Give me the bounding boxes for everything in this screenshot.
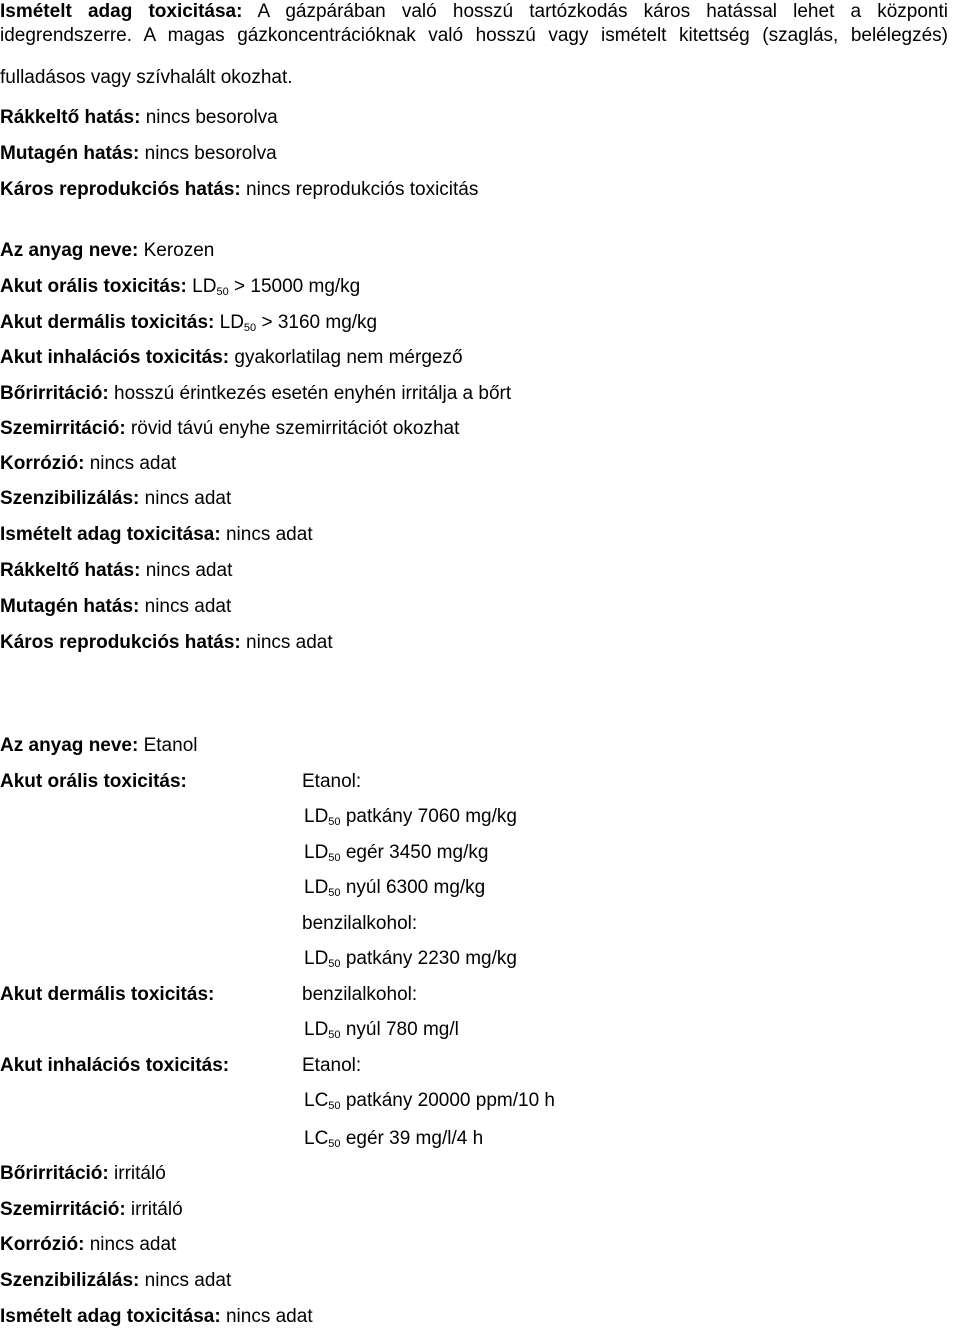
kerozen-line-4-value: nincs adat: [139, 488, 232, 509]
top-line-1-value: nincs besorolva: [139, 143, 277, 164]
kerozen-line-1: [0, 383, 511, 405]
etanol-name-value: Etanol: [138, 735, 198, 756]
dose-text: egér 39 mg/l/4 h: [340, 1128, 484, 1149]
etanol-dermal-substance-0: benzilalkohol:: [302, 984, 418, 1005]
etanol-line-4-label: Ismételt adag toxicitása:: [0, 1306, 221, 1327]
kerozen-line-0-label: Akut inhalációs toxicitás:: [0, 347, 230, 368]
kerozen-line-8-label: Káros reprodukciós hatás:: [0, 632, 241, 653]
etanol-inhal-value-2: [304, 1128, 483, 1150]
etanol-line-0-label: Bőrirritáció:: [0, 1163, 109, 1184]
kerozen-line-8-value: nincs adat: [240, 632, 333, 653]
dose-prefix: LD: [304, 842, 329, 863]
etanol-oral-substance-4: benzilalkohol:: [302, 913, 418, 934]
kerozen-line-7-value: nincs adat: [139, 596, 232, 617]
etanol-dermal-label: Akut dermális toxicitás:: [0, 984, 215, 1005]
dose-prefix: LC: [304, 1090, 329, 1111]
dose-text: nyúl 780 mg/l: [340, 1019, 459, 1040]
kerozen-line-7: [0, 596, 231, 618]
kerozen-line-4-label: Szenzibilizálás:: [0, 488, 140, 509]
dose-text: egér 3450 mg/kg: [340, 842, 489, 863]
top-line-2: [0, 179, 478, 201]
kerozen-line-5-value: nincs adat: [220, 524, 313, 545]
subscript-50: 50: [328, 816, 341, 828]
dose-text: nyúl 6300 mg/kg: [340, 877, 486, 898]
etanol-line-3-value: nincs adat: [139, 1270, 232, 1291]
etanol-dermal-value-1: [304, 1019, 459, 1041]
dose-prefix: LD: [304, 948, 329, 969]
top-line-1: [0, 143, 277, 165]
kerozen-line-0: [0, 347, 463, 369]
kerozen-line-3-label: Korrózió:: [0, 453, 85, 474]
repeated-dose-text: A gázpárában való hosszú tartózkodás káros hatással lehet a központi idegrendszerre. A magas gázkoncentrációknak való hosszú vagy ismételt kitettség (szaglás, belélegzés): [0, 1, 948, 46]
kerozen-line-5-label: Ismételt adag toxicitása:: [0, 524, 221, 545]
ld-prefix: LD: [186, 276, 217, 297]
subscript-50: 50: [328, 887, 341, 899]
etanol-line-0: [0, 1163, 166, 1185]
etanol-line-2: [0, 1234, 176, 1256]
kerozen-oral-value: > 15000 mg/kg: [228, 276, 361, 297]
subscript-50: 50: [328, 1029, 341, 1041]
top-line-1-label: Mutagén hatás:: [0, 143, 140, 164]
etanol-line-3: [0, 1270, 231, 1292]
subscript-50: 50: [243, 322, 257, 334]
subscript-50: 50: [328, 1138, 341, 1150]
subscript-50: 50: [328, 1100, 341, 1112]
subscript-50: 50: [328, 852, 341, 864]
kerozen-line-2: [0, 418, 459, 440]
dose-text: patkány 2230 mg/kg: [340, 948, 517, 969]
etanol-line-4-value: nincs adat: [220, 1306, 313, 1327]
etanol-line-2-value: nincs adat: [84, 1234, 177, 1255]
etanol-oral-value-1: [304, 806, 517, 828]
dose-prefix: LC: [304, 1128, 329, 1149]
kerozen-line-2-value: rövid távú enyhe szemirritációt okozhat: [125, 418, 460, 439]
kerozen-line-6-value: nincs adat: [140, 560, 233, 581]
kerozen-name: [0, 240, 214, 262]
ld-prefix: LD: [214, 312, 244, 333]
kerozen-line-3-value: nincs adat: [84, 453, 177, 474]
etanol-inhal-substance-0: Etanol:: [302, 1055, 362, 1076]
etanol-inhal-value-1: [304, 1090, 555, 1112]
etanol-name-label: Az anyag neve:: [0, 735, 139, 756]
etanol-name: [0, 735, 197, 757]
etanol-line-0-value: irritáló: [108, 1163, 166, 1184]
repeated-dose-paragraph: [0, 0, 948, 48]
kerozen-line-1-value: hosszú érintkezés esetén enyhén irritálja a bőrt: [108, 383, 512, 404]
etanol-line-1-label: Szemirritáció:: [0, 1199, 126, 1220]
kerozen-oral-label: Akut orális toxicitás:: [0, 276, 187, 297]
etanol-line-4: [0, 1306, 313, 1328]
etanol-line-1: [0, 1199, 183, 1221]
etanol-line-3-label: Szenzibilizálás:: [0, 1270, 140, 1291]
kerozen-dermal: [0, 312, 377, 334]
top-line-2-label: Káros reprodukciós hatás:: [0, 179, 241, 200]
kerozen-name-label: Az anyag neve:: [0, 240, 139, 261]
etanol-oral-label: Akut orális toxicitás:: [0, 771, 187, 792]
kerozen-line-1-label: Bőrirritáció:: [0, 383, 109, 404]
etanol-oral-substance-0: Etanol:: [302, 771, 362, 792]
subscript-50: 50: [216, 286, 229, 298]
top-line-0: [0, 107, 278, 129]
etanol-oral-value-3: [304, 877, 485, 899]
etanol-inhal-label: Akut inhalációs toxicitás:: [0, 1055, 230, 1076]
etanol-oral-value-5: [304, 948, 517, 970]
subscript-50: 50: [328, 958, 341, 970]
top-line-0-value: nincs besorolva: [140, 107, 278, 128]
dose-text: patkány 7060 mg/kg: [340, 806, 517, 827]
repeated-dose-paragraph-end: fulladásos vagy szívhalált okozhat.: [0, 67, 293, 88]
kerozen-line-3: [0, 453, 176, 475]
kerozen-line-8: [0, 632, 333, 654]
etanol-line-1-value: irritáló: [125, 1199, 183, 1220]
kerozen-line-6-label: Rákkeltő hatás:: [0, 560, 141, 581]
dose-prefix: LD: [304, 1019, 329, 1040]
kerozen-line-0-value: gyakorlatilag nem mérgező: [229, 347, 463, 368]
kerozen-dermal-value: > 3160 mg/kg: [256, 312, 378, 333]
etanol-oral-value-2: [304, 842, 488, 864]
dose-prefix: LD: [304, 877, 329, 898]
kerozen-line-7-label: Mutagén hatás:: [0, 596, 140, 617]
top-line-2-value: nincs reprodukciós toxicitás: [240, 179, 479, 200]
dose-text: patkány 20000 ppm/10 h: [340, 1090, 555, 1111]
etanol-line-2-label: Korrózió:: [0, 1234, 85, 1255]
kerozen-line-6: [0, 560, 232, 582]
kerozen-dermal-label: Akut dermális toxicitás:: [0, 312, 215, 333]
kerozen-line-5: [0, 524, 313, 546]
kerozen-name-value: Kerozen: [138, 240, 215, 261]
dose-prefix: LD: [304, 806, 329, 827]
repeated-dose-label: Ismételt adag toxicitása:: [0, 1, 243, 22]
kerozen-line-4: [0, 488, 231, 510]
kerozen-line-2-label: Szemirritáció:: [0, 418, 126, 439]
kerozen-oral: [0, 276, 360, 298]
top-line-0-label: Rákkeltő hatás:: [0, 107, 141, 128]
